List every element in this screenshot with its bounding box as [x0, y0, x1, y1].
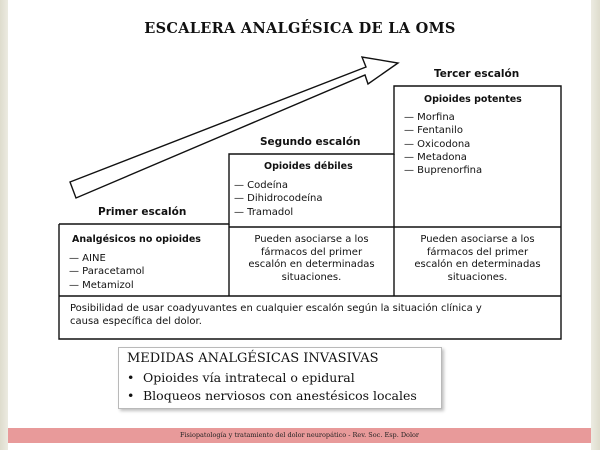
- note-line: situaciones.: [447, 271, 508, 283]
- note-line: Pueden asociarse a los: [254, 234, 369, 245]
- drug-item: — Metadona: [404, 151, 467, 163]
- drug-item: — AINE: [69, 253, 106, 264]
- note-line: fármacos del primer: [260, 246, 363, 258]
- drug-list-first: [69, 252, 144, 292]
- footer-bar: [8, 428, 591, 443]
- drug-item: — Dihidrocodeína: [234, 193, 323, 205]
- drug-item: — Morfina: [404, 112, 455, 123]
- invasive-item-text: Opioides vía intratecal o epidural: [143, 370, 355, 385]
- slide-title: ESCALERA ANALGÉSICA DE LA OMS: [144, 20, 456, 37]
- footer-citation: Fisiopatología y tratamiento del dolor neuropático - Rev. Soc. Esp. Dolor: [179, 431, 420, 439]
- drug-item: — Oxicodona: [404, 138, 471, 150]
- association-note-second: [229, 234, 394, 284]
- drug-item: — Tramadol: [234, 206, 294, 218]
- note-line: fármacos del primer: [426, 246, 529, 258]
- bullet: •: [127, 370, 135, 385]
- step-label-second: Segundo escalón: [260, 136, 361, 148]
- drug-item: — Paracetamol: [69, 266, 145, 278]
- drug-item: — Fentanilo: [404, 125, 463, 137]
- drug-list-second: [234, 179, 323, 219]
- drug-item: — Metamizol: [69, 279, 134, 291]
- invasive-item: [127, 370, 355, 385]
- note-line: Pueden asociarse a los: [420, 234, 535, 245]
- invasive-measures-box: [118, 347, 442, 409]
- step-box-title-second: Opioides débiles: [264, 161, 353, 172]
- bullet: •: [127, 388, 135, 403]
- step-label-third: Tercer escalón: [434, 68, 520, 80]
- adjuvant-note: [70, 302, 550, 328]
- note-line: situaciones.: [281, 271, 342, 283]
- step-box-title-first: Analgésicos no opioides: [72, 234, 201, 245]
- drug-item: — Codeína: [234, 180, 289, 191]
- note-line: escalón en determinadas: [414, 259, 541, 270]
- note-line: escalón en determinadas: [248, 259, 375, 270]
- invasive-measures-title: MEDIDAS ANALGÉSICAS INVASIVAS: [127, 351, 379, 366]
- step-label-first: Primer escalón: [98, 206, 187, 218]
- invasive-item-text: Bloqueos nerviosos con anestésicos locales: [143, 388, 417, 403]
- drug-list-third: [404, 111, 482, 177]
- ascending-arrow: [70, 57, 398, 198]
- note-line: Posibilidad de usar coadyuvantes en cualquier escalón según la situación clínica y: [70, 303, 482, 314]
- invasive-item: [127, 388, 417, 403]
- step-box-title-third: Opioides potentes: [424, 94, 522, 105]
- note-line: causa específica del dolor.: [70, 316, 202, 327]
- association-note-third: [394, 234, 561, 284]
- drug-item: — Buprenorfina: [404, 165, 483, 177]
